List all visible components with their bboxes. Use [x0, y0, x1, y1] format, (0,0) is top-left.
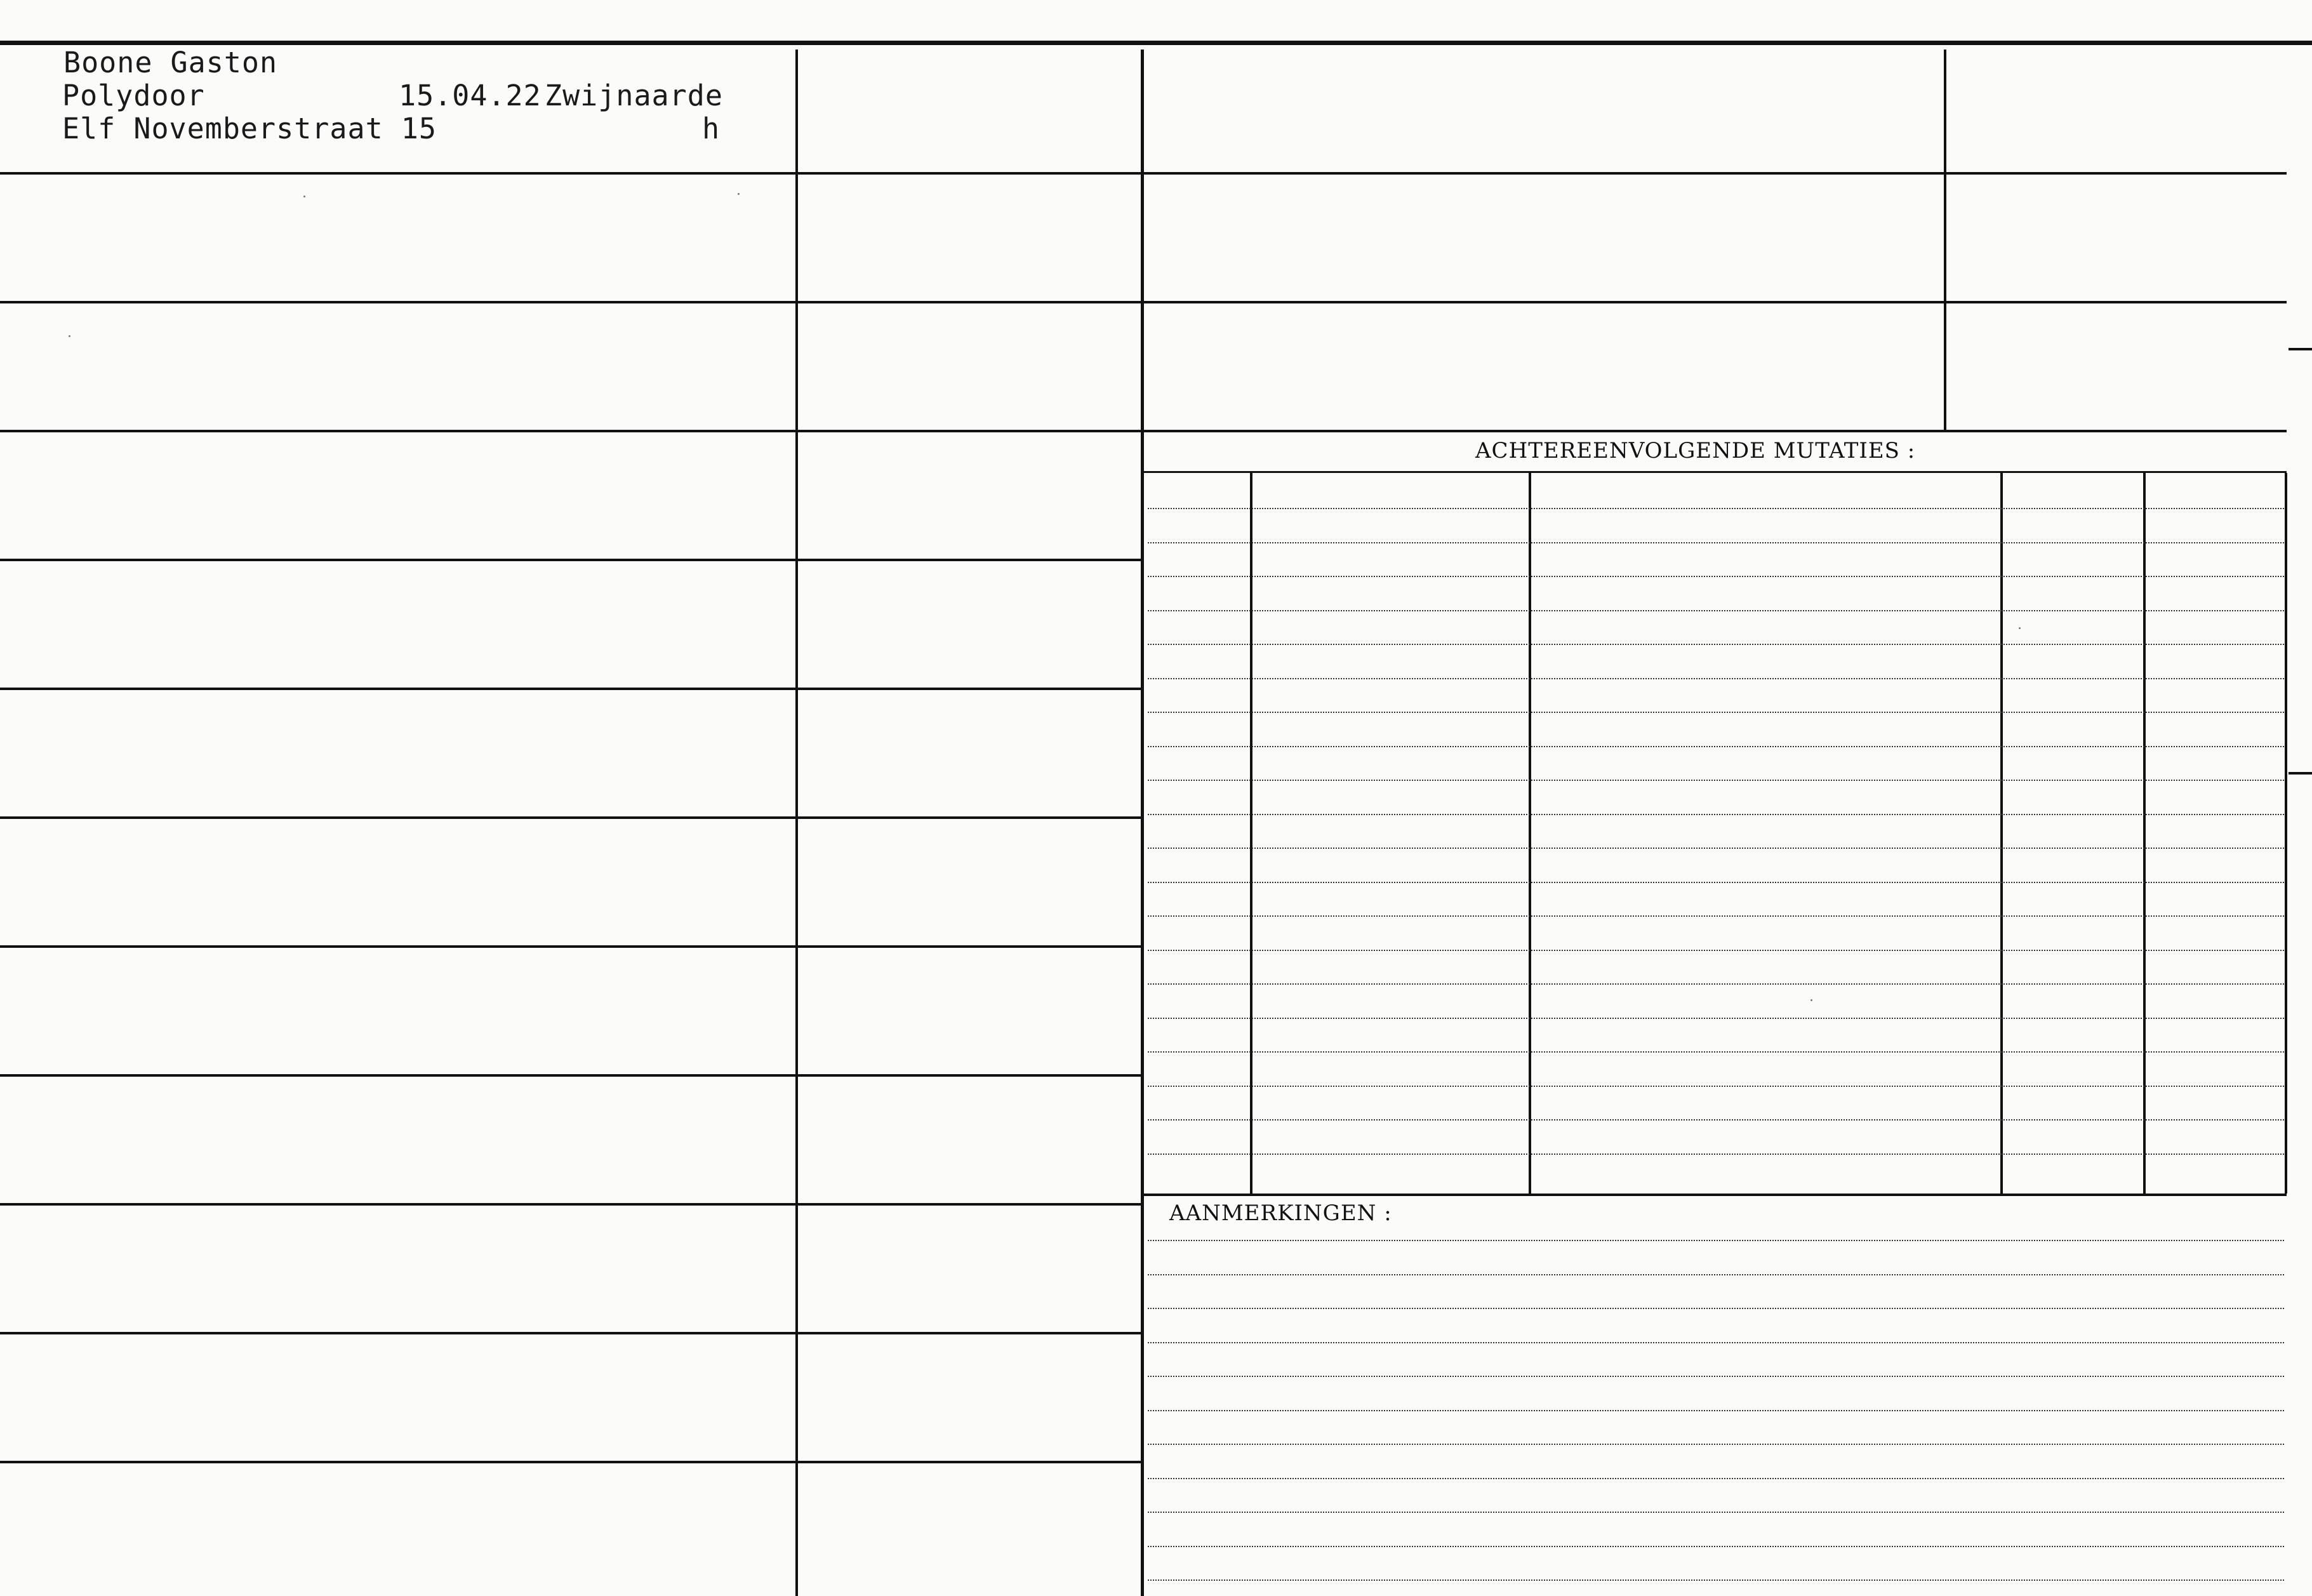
mutations-row-line	[1148, 780, 2284, 781]
scan-speck	[1810, 999, 1812, 1001]
left-row-rule	[0, 816, 1141, 819]
given-name-text: Polydoor	[62, 79, 205, 112]
mutations-row-line	[1148, 712, 2284, 713]
mutations-row-line	[1148, 1154, 2284, 1155]
surname-text: Boone Gaston	[63, 46, 278, 79]
remarks-row-line	[1148, 1478, 2284, 1479]
left-row-rule	[0, 1461, 1141, 1463]
right-top-column-divider	[1944, 50, 1946, 430]
mutations-row-line	[1148, 1086, 2284, 1087]
left-row-rule	[0, 1332, 1141, 1334]
mutations-row-line	[1148, 882, 2284, 883]
mutations-row-line	[1148, 814, 2284, 815]
left-row-rule	[0, 559, 1141, 561]
right-row-rule	[1144, 301, 2287, 303]
scan-speck	[303, 196, 305, 197]
mark-text: h	[702, 112, 721, 145]
mutations-row-line	[1148, 1119, 2284, 1121]
remarks-row-line	[1148, 1376, 2284, 1377]
left-row-rule	[0, 301, 1141, 303]
mutations-row-line	[1148, 1018, 2284, 1019]
mutations-row-line	[1148, 848, 2284, 849]
top-border	[0, 41, 2312, 45]
right-row-rule	[1144, 172, 2287, 175]
left-row-rule	[0, 1203, 1141, 1206]
scan-speck	[738, 193, 740, 195]
mutations-heading: ACHTEREENVOLGENDE MUTATIES :	[1475, 438, 1916, 463]
remarks-heading: AANMERKINGEN :	[1169, 1200, 1392, 1226]
scan-speck	[2019, 627, 2021, 629]
mutations-header-rule	[1144, 471, 2287, 473]
remarks-row-line	[1148, 1308, 2284, 1309]
mutations-row-line	[1148, 610, 2284, 611]
mutations-row-line	[1148, 576, 2284, 577]
mutations-row-line	[1148, 1051, 2284, 1053]
mutations-row-line	[1148, 678, 2284, 679]
left-row-rule	[0, 430, 1141, 432]
remarks-row-line	[1148, 1274, 2284, 1275]
remarks-row-line	[1148, 1240, 2284, 1241]
remarks-row-line	[1148, 1342, 2284, 1343]
mutations-row-line	[1148, 915, 2284, 917]
left-row-rule	[0, 1074, 1141, 1077]
left-row-rule	[0, 688, 1141, 690]
mutations-row-line	[1148, 644, 2284, 645]
mutations-row-line	[1148, 983, 2284, 985]
main-column-divider	[1141, 50, 1144, 1596]
left-column-divider	[795, 50, 798, 1596]
mutations-right-border	[2285, 473, 2287, 1194]
edge-tick	[2289, 772, 2312, 775]
mutations-row-line	[1148, 542, 2284, 543]
birth-date-text: 15.04.22	[399, 79, 541, 112]
right-row-rule	[1144, 430, 2287, 432]
birth-place-text: Zwijnaarde	[545, 79, 723, 112]
remarks-row-line	[1148, 1546, 2284, 1547]
left-row-rule	[0, 945, 1141, 948]
remarks-row-line	[1148, 1410, 2284, 1411]
address-text: Elf Novemberstraat 15	[62, 112, 437, 145]
remarks-row-line	[1148, 1444, 2284, 1445]
edge-tick	[2289, 348, 2312, 350]
mutations-row-line	[1148, 508, 2284, 509]
remarks-row-line	[1148, 1512, 2284, 1513]
mutations-row-line	[1148, 950, 2284, 951]
scan-speck	[69, 335, 70, 337]
mutations-row-line	[1148, 746, 2284, 747]
remarks-row-line	[1148, 1579, 2284, 1581]
mutations-bottom-rule	[1144, 1194, 2287, 1196]
left-row-rule	[0, 172, 1141, 175]
